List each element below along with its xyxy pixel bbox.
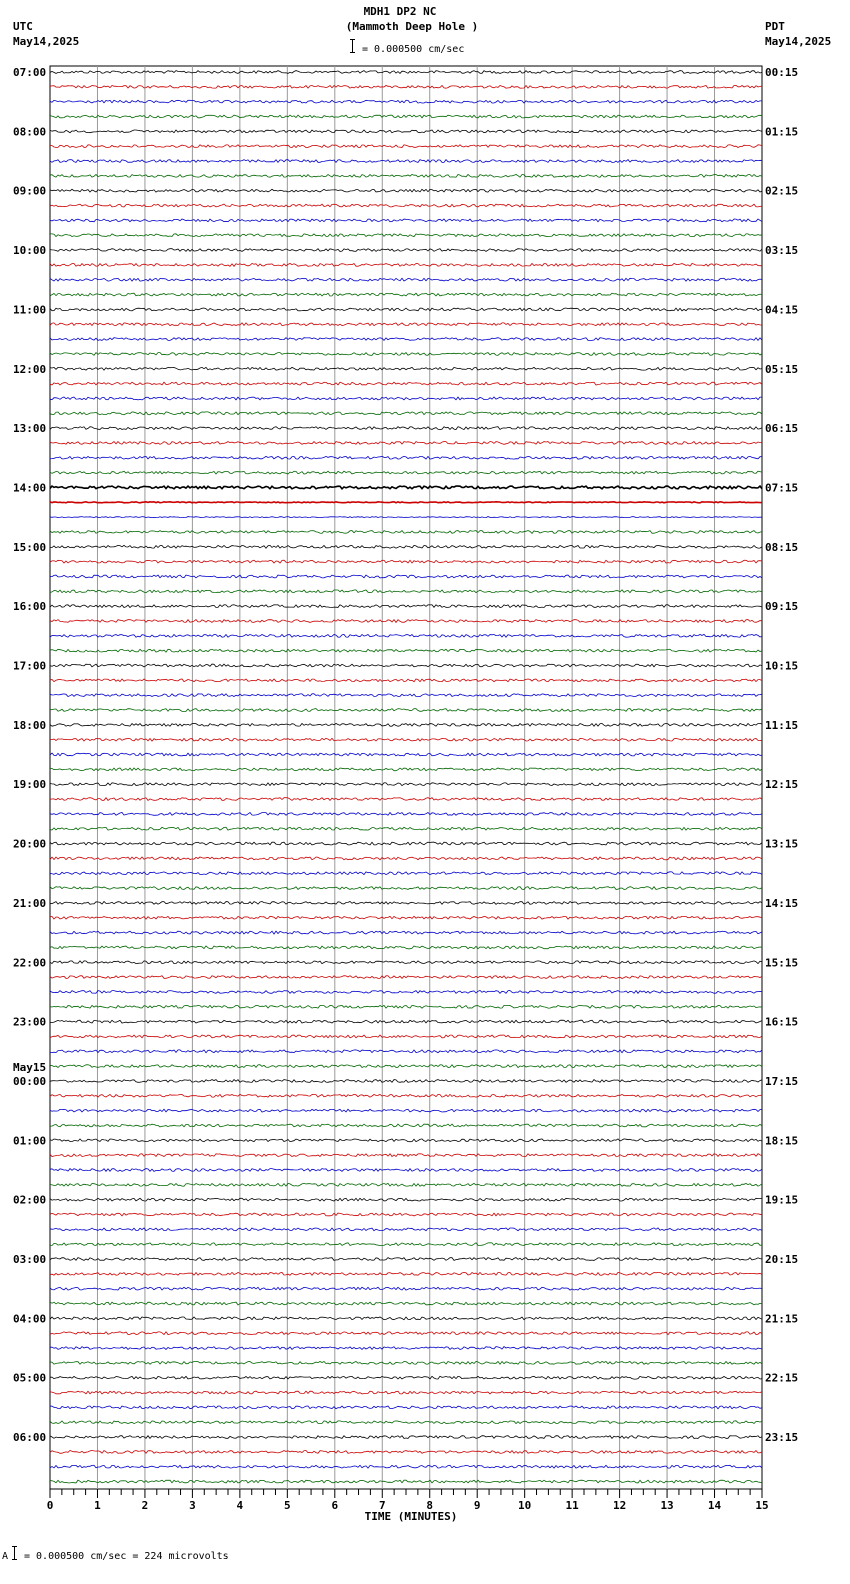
seismic-trace <box>50 1183 762 1186</box>
x-tick-label: 11 <box>565 1499 579 1512</box>
seismic-trace <box>50 738 762 741</box>
seismic-trace <box>50 976 762 979</box>
x-tick-label: 14 <box>707 1499 722 1512</box>
footer-marker: A <box>2 1551 9 1562</box>
utc-hour-label: 20:00 <box>13 837 47 851</box>
seismic-trace <box>50 367 762 370</box>
pdt-hour-label: 12:15 <box>765 778 799 792</box>
seismic-trace <box>50 175 762 178</box>
seismic-trace <box>50 442 762 445</box>
right-date: May14,2025 <box>765 35 832 48</box>
seismic-trace <box>50 1362 762 1365</box>
location-subtitle: (Mammoth Deep Hole ) <box>345 20 479 33</box>
pdt-hour-label: 10:15 <box>765 659 799 673</box>
seismic-trace <box>50 115 762 118</box>
pdt-hour-label: 22:15 <box>765 1371 799 1385</box>
seismic-trace <box>50 931 762 934</box>
seismic-trace <box>50 857 762 860</box>
pdt-hour-label: 23:15 <box>765 1431 799 1445</box>
pdt-hour-label: 08:15 <box>765 540 799 554</box>
seismic-trace <box>50 1124 762 1127</box>
seismic-trace <box>50 234 762 237</box>
x-tick-label: 3 <box>189 1499 196 1512</box>
utc-hour-label: 16:00 <box>13 600 47 614</box>
pdt-hour-label: 21:15 <box>765 1312 799 1326</box>
seismic-trace <box>50 160 762 163</box>
footer-scale-text: = 0.000500 cm/sec = 224 microvolts <box>24 1551 229 1562</box>
station-title: MDH1 DP2 NC <box>363 5 437 18</box>
x-tick-label: 0 <box>46 1499 54 1512</box>
utc-hour-label: 23:00 <box>13 1015 47 1029</box>
seismic-trace <box>50 145 762 148</box>
seismic-trace <box>50 264 762 267</box>
seismic-trace <box>50 1080 762 1083</box>
seismic-trace <box>50 813 762 816</box>
seismic-trace <box>50 1480 762 1483</box>
seismic-trace <box>50 100 762 103</box>
pdt-hour-label: 17:15 <box>765 1074 799 1088</box>
seismic-trace <box>50 946 762 949</box>
pdt-hour-label: 01:15 <box>765 125 799 139</box>
seismic-trace <box>50 189 762 192</box>
utc-hour-label: 14:00 <box>13 481 47 495</box>
left-date: May14,2025 <box>13 35 80 48</box>
seismic-trace <box>50 1154 762 1157</box>
seismic-trace <box>50 709 762 712</box>
seismic-trace <box>50 1243 762 1246</box>
seismic-trace <box>50 1198 762 1201</box>
seismic-trace <box>50 278 762 281</box>
pdt-hour-label: 15:15 <box>765 956 799 970</box>
pdt-hour-label: 07:15 <box>765 481 799 495</box>
seismic-trace <box>50 1317 762 1320</box>
utc-hour-label: 01:00 <box>13 1134 47 1148</box>
x-axis-label: TIME (MINUTES) <box>364 1510 458 1523</box>
seismic-trace <box>50 1213 762 1216</box>
seismic-trace <box>50 1050 762 1053</box>
seismic-trace <box>50 308 762 311</box>
seismic-trace <box>50 991 762 994</box>
seismic-trace <box>50 1035 762 1038</box>
utc-hour-label: 00:00 <box>13 1074 47 1088</box>
seismic-trace <box>50 204 762 207</box>
seismic-trace <box>50 827 762 830</box>
seismic-trace <box>50 798 762 801</box>
x-tick-label: 8 <box>426 1499 434 1512</box>
x-tick-label: 13 <box>660 1499 674 1512</box>
footer-scale-bar-icon <box>14 1546 15 1560</box>
utc-hour-label: 10:00 <box>13 244 47 258</box>
seismic-trace <box>50 872 762 875</box>
utc-hour-label: 21:00 <box>13 896 47 910</box>
seismic-trace <box>50 353 762 356</box>
utc-hour-label: 09:00 <box>13 184 47 198</box>
utc-hour-label: 22:00 <box>13 956 47 970</box>
seismic-trace <box>50 1421 762 1424</box>
utc-hour-label: 12:00 <box>13 362 47 376</box>
seismic-trace <box>50 219 762 222</box>
seismic-trace <box>50 664 762 667</box>
seismic-trace <box>50 768 762 771</box>
x-tick-label: 5 <box>284 1499 291 1512</box>
pdt-hour-label: 19:15 <box>765 1193 799 1207</box>
right-timezone: PDT <box>765 20 785 33</box>
seismic-trace <box>50 605 762 608</box>
pdt-hour-label: 20:15 <box>765 1253 799 1266</box>
pdt-hour-label: 06:15 <box>765 422 799 436</box>
pdt-hour-label: 05:15 <box>765 362 799 376</box>
pdt-hour-label: 02:15 <box>765 184 799 198</box>
seismic-trace <box>50 753 762 756</box>
utc-hour-label: 03:00 <box>13 1253 47 1266</box>
seismic-trace <box>50 85 762 88</box>
utc-hour-label: 06:00 <box>13 1431 47 1445</box>
utc-hour-label: 18:00 <box>13 718 47 732</box>
utc-hour-label: 17:00 <box>13 659 47 673</box>
seismic-trace <box>50 1094 762 1097</box>
left-timezone: UTC <box>13 20 33 33</box>
seismic-trace <box>50 560 762 563</box>
seismic-trace <box>50 916 762 919</box>
seismic-trace <box>50 1005 762 1008</box>
seismic-trace <box>50 1139 762 1142</box>
pdt-hour-label: 18:15 <box>765 1134 799 1148</box>
seismic-trace <box>50 71 762 74</box>
pdt-hour-label: 04:15 <box>765 303 799 317</box>
seismic-trace <box>50 1169 762 1172</box>
utc-hour-label: 05:00 <box>13 1371 47 1385</box>
x-tick-label: 2 <box>141 1499 149 1512</box>
seismic-trace <box>50 724 762 727</box>
pdt-hour-label: 16:15 <box>765 1015 799 1029</box>
seismic-trace <box>50 961 762 964</box>
pdt-hour-label: 11:15 <box>765 718 799 732</box>
x-tick-label: 7 <box>378 1499 386 1512</box>
seismic-trace <box>50 1406 762 1409</box>
pdt-hour-label: 09:15 <box>765 600 799 614</box>
seismic-trace <box>50 694 762 697</box>
seismic-trace <box>50 1347 762 1350</box>
utc-hour-label: 19:00 <box>13 778 47 792</box>
seismic-trace <box>50 412 762 415</box>
utc-hour-label: 13:00 <box>13 422 47 436</box>
x-tick-label: 9 <box>473 1499 481 1512</box>
seismic-trace <box>50 783 762 786</box>
seismic-trace <box>50 634 762 637</box>
utc-hour-label: 11:00 <box>13 303 47 317</box>
seismic-trace <box>50 1332 762 1335</box>
seismic-trace <box>50 323 762 326</box>
seismic-trace <box>50 382 762 385</box>
seismic-trace <box>50 1287 762 1290</box>
seismic-trace <box>50 1465 762 1468</box>
seismic-trace <box>50 427 762 430</box>
seismic-trace <box>50 293 762 296</box>
seismic-trace <box>50 486 762 489</box>
seismic-trace <box>50 502 762 503</box>
seismic-trace <box>50 1302 762 1305</box>
date-change-label: May15 <box>13 1060 47 1074</box>
utc-hour-label: 02:00 <box>13 1193 47 1207</box>
seismic-trace <box>50 575 762 578</box>
seismic-trace <box>50 887 762 890</box>
x-tick-label: 12 <box>612 1499 627 1512</box>
seismic-trace <box>50 471 762 474</box>
seismic-trace <box>50 842 762 845</box>
seismic-trace <box>50 397 762 400</box>
seismic-trace <box>50 517 762 518</box>
seismic-trace <box>50 456 762 459</box>
seismic-trace <box>50 130 762 133</box>
x-tick-label: 15 <box>755 1499 769 1512</box>
utc-hour-label: 04:00 <box>13 1312 47 1326</box>
seismic-trace <box>50 1391 762 1394</box>
utc-hour-label: 15:00 <box>13 540 47 554</box>
seismic-trace <box>50 620 762 623</box>
seismic-trace <box>50 1258 762 1261</box>
seismic-trace <box>50 338 762 341</box>
scale-label: = 0.000500 cm/sec <box>362 44 465 55</box>
utc-hour-label: 07:00 <box>13 66 47 79</box>
x-tick-label: 6 <box>331 1499 339 1512</box>
seismic-trace <box>50 531 762 534</box>
seismic-trace <box>50 1376 762 1379</box>
seismic-trace <box>50 249 762 252</box>
seismic-trace <box>50 1020 762 1023</box>
seismic-trace <box>50 590 762 593</box>
seismic-trace <box>50 1109 762 1112</box>
seismic-trace <box>50 679 762 682</box>
x-tick-label: 4 <box>236 1499 244 1512</box>
seismic-trace <box>50 1451 762 1454</box>
seismic-trace <box>50 1065 762 1068</box>
seismic-trace <box>50 649 762 652</box>
utc-hour-label: 08:00 <box>13 125 47 139</box>
seismic-trace <box>50 1228 762 1231</box>
seismic-trace <box>50 1272 762 1275</box>
pdt-hour-label: 14:15 <box>765 896 799 910</box>
x-tick-label: 10 <box>518 1499 532 1512</box>
pdt-hour-label: 03:15 <box>765 244 799 258</box>
pdt-hour-label: 13:15 <box>765 837 799 851</box>
seismic-trace <box>50 1436 762 1439</box>
pdt-hour-label: 00:15 <box>765 66 799 79</box>
seismic-trace <box>50 545 762 548</box>
seismic-trace <box>50 902 762 905</box>
x-tick-label: 1 <box>94 1499 101 1512</box>
